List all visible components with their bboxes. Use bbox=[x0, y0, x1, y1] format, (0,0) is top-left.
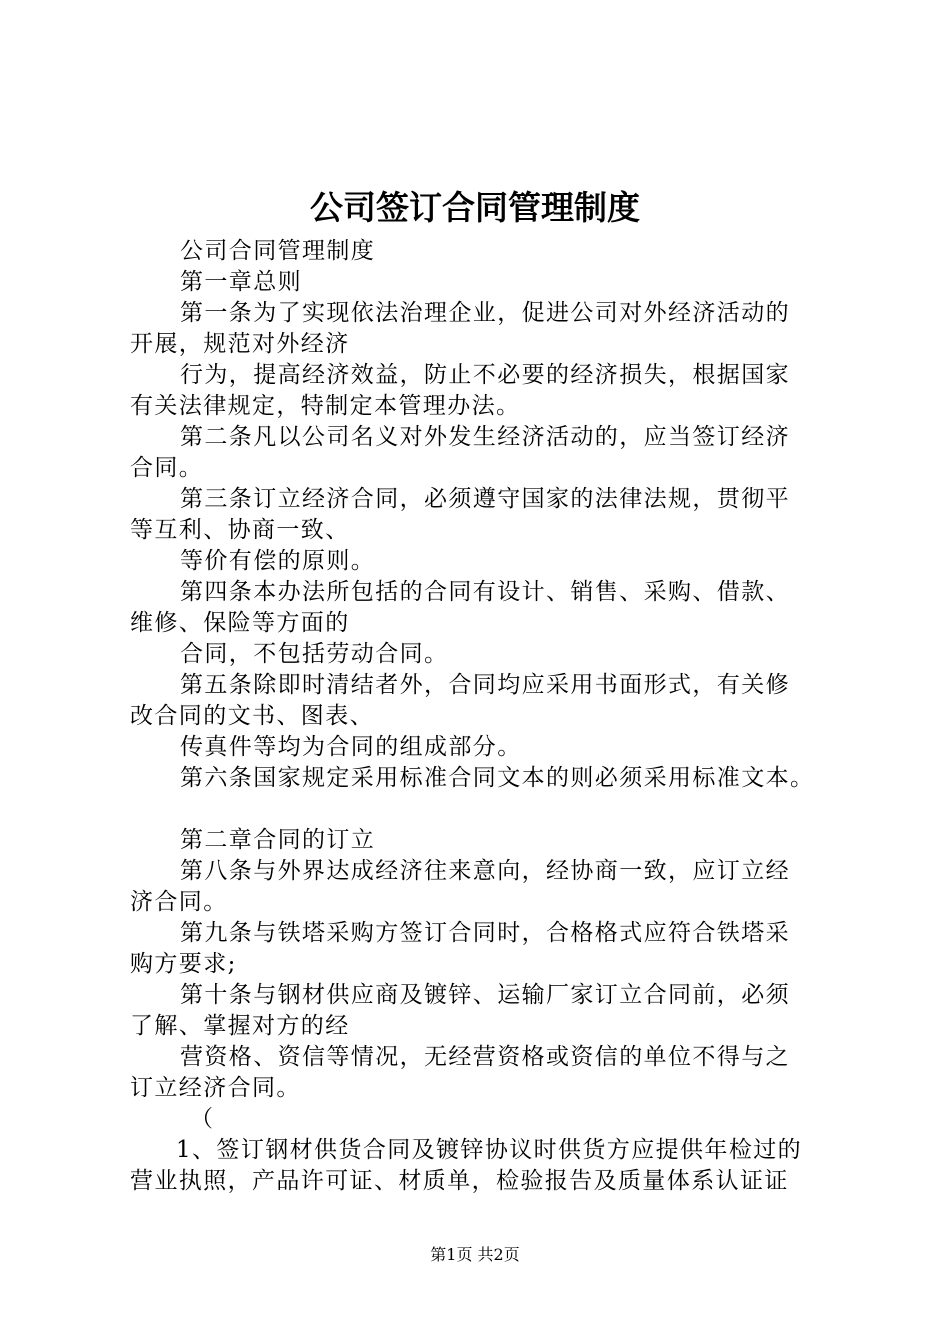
text-line: 购方要求; bbox=[130, 951, 237, 977]
page-footer: 第1页 共2页 bbox=[430, 1245, 520, 1264]
text-line: 第三条订立经济合同，必须遵守国家的法律法规，贯彻平 bbox=[180, 486, 790, 512]
text-line: 订立经济合同。 bbox=[130, 1075, 301, 1101]
text-line: 合同。 bbox=[130, 455, 204, 481]
text-line: 1、签订钢材供货合同及镀锌协议时供货方应提供年检过的 bbox=[176, 1137, 803, 1163]
text-line: 行为，提高经济效益，防止不必要的经济损失，根据国家 bbox=[180, 362, 790, 388]
text-line: 第四条本办法所包括的合同有设计、销售、采购、借款、 bbox=[180, 579, 790, 605]
text-line: 改合同的文书、图表、 bbox=[130, 703, 374, 729]
text-line: 传真件等均为合同的组成部分。 bbox=[180, 734, 522, 760]
text-line: 等价有偿的原则。 bbox=[180, 548, 376, 574]
text-line: 维修、保险等方面的 bbox=[130, 610, 350, 636]
text-line: 第五条除即时清结者外，合同均应采用书面形式，有关修 bbox=[180, 672, 790, 698]
text-line: 济合同。 bbox=[130, 889, 228, 915]
document-title: 公司签订合同管理制度 bbox=[310, 188, 640, 227]
text-line: （ bbox=[190, 1106, 215, 1132]
text-line: 第十条与钢材供应商及镀锌、运输厂家订立合同前，必须 bbox=[180, 982, 790, 1008]
text-line: 营资格、资信等情况，无经营资格或资信的单位不得与之 bbox=[180, 1044, 790, 1070]
text-line: 第二条凡以公司名义对外发生经济活动的，应当签订经济 bbox=[180, 424, 790, 450]
text-line: 第八条与外界达成经济往来意向，经协商一致，应订立经 bbox=[180, 858, 790, 884]
text-line: 第一条为了实现依法治理企业，促进公司对外经济活动的 bbox=[180, 300, 790, 326]
text-line: 第二章合同的订立 bbox=[180, 827, 376, 853]
text-line: 公司合同管理制度 bbox=[180, 238, 376, 264]
text-line: 营业执照，产品许可证、材质单，检验报告及质量体系认证证 bbox=[130, 1168, 789, 1194]
text-line: 有关法律规定，特制定本管理办法。 bbox=[130, 393, 521, 419]
text-line: 了解、掌握对方的经 bbox=[130, 1013, 350, 1039]
text-line: 第六条国家规定采用标准合同文本的则必须采用标准文本。 bbox=[180, 765, 815, 791]
text-line: 开展，规范对外经济 bbox=[130, 331, 350, 357]
text-line: 第一章总则 bbox=[180, 269, 302, 295]
text-line: 合同，不包括劳动合同。 bbox=[180, 641, 449, 667]
blank-line bbox=[130, 794, 830, 825]
text-line: 第九条与铁塔采购方签订合同时，合格格式应符合铁塔采 bbox=[180, 920, 790, 946]
text-line: 等互利、协商一致、 bbox=[130, 517, 350, 543]
document-body bbox=[130, 236, 830, 1197]
